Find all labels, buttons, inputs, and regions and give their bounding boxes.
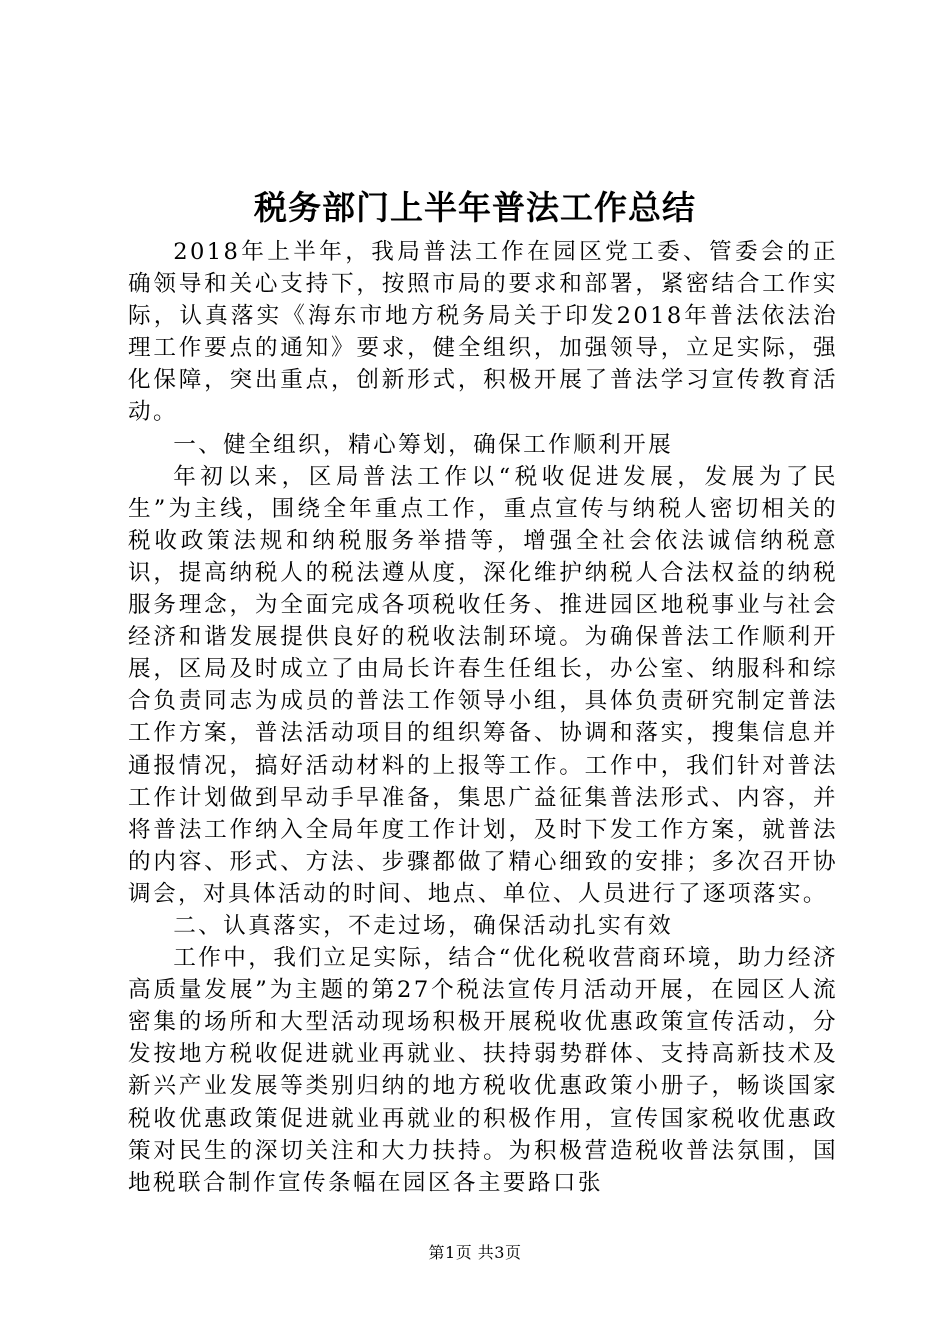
paragraph-section-1: 年初以来，区局普法工作以“税收促进发展，发展为了民生”为主线，围绕全年重点工作，重点宣传与纳税人密切相关的税收政策法规和纳税服务举措等，增强全社会依法诚信纳税意识，提高纳税人的税法遵从度，深化维护纳税人合法权益的纳税服务理念，为全面完成各项税收任务、推进园区地税事业与社会经济和谐发展提供良好的税收法制环境。为确保普法工作顺利开展，区局及时成立了由局长许春生任组长，办公室、纳服科和综合负责同志为成员的普法工作领导小组，具体负责研究制定普法工作方案，普法活动项目的组织筹备、协调和落实，搜集信息并通报情况，搞好活动材料的上报等工作。工作中，我们针对普法工作计划做到早动手早准备，集思广益征集普法形式、内容，并将普法工作纳入全局年度工作计划，及时下发工作方案，就普法的内容、形式、方法、步骤都做了精心细致的安排；多次召开协调会，对具体活动的时间、地点、单位、人员进行了逐项落实。 bbox=[128, 463, 839, 907]
paragraph-section-2: 工作中，我们立足实际，结合“优化税收营商环境，助力经济高质量发展”为主题的第27个税法宣传月活动开展，在园区人流密集的场所和大型活动现场积极开展税收优惠政策宣传活动，分发按地方税收促进就业再就业、扶持弱势群体、支持高新技术及新兴产业发展等类别归纳的地方税收优惠政策小册子，畅谈国家税收优惠政策促进就业再就业的积极作用，宣传国家税收优惠政策对民生的深切关注和大力扶持。为积极营造税收普法氛围，国地税联合制作宣传条幅在园区各主要路口张 bbox=[128, 945, 838, 1196]
paragraph-intro: 2018年上半年，我局普法工作在园区党工委、管委会的正确领导和关心支持下，按照市局的要求和部署，紧密结合工作实际，认真落实《海东市地方税务局关于印发2018年普法依法治理工作要点的通知》要求，健全组织，加强领导，立足实际，强化保障，突出重点，创新形式，积极开展了普法学习宣传教育活动。 bbox=[128, 239, 838, 426]
document-title: 税务部门上半年普法工作总结 bbox=[254, 188, 696, 227]
page-number-footer: 第1页 共3页 bbox=[428, 1243, 522, 1262]
section-heading-2: 二、认真落实，不走过场，确保活动扎实有效 bbox=[173, 912, 674, 939]
section-heading-1: 一、健全组织，精心筹划，确保工作顺利开展 bbox=[173, 431, 674, 458]
document-body bbox=[128, 236, 838, 1199]
